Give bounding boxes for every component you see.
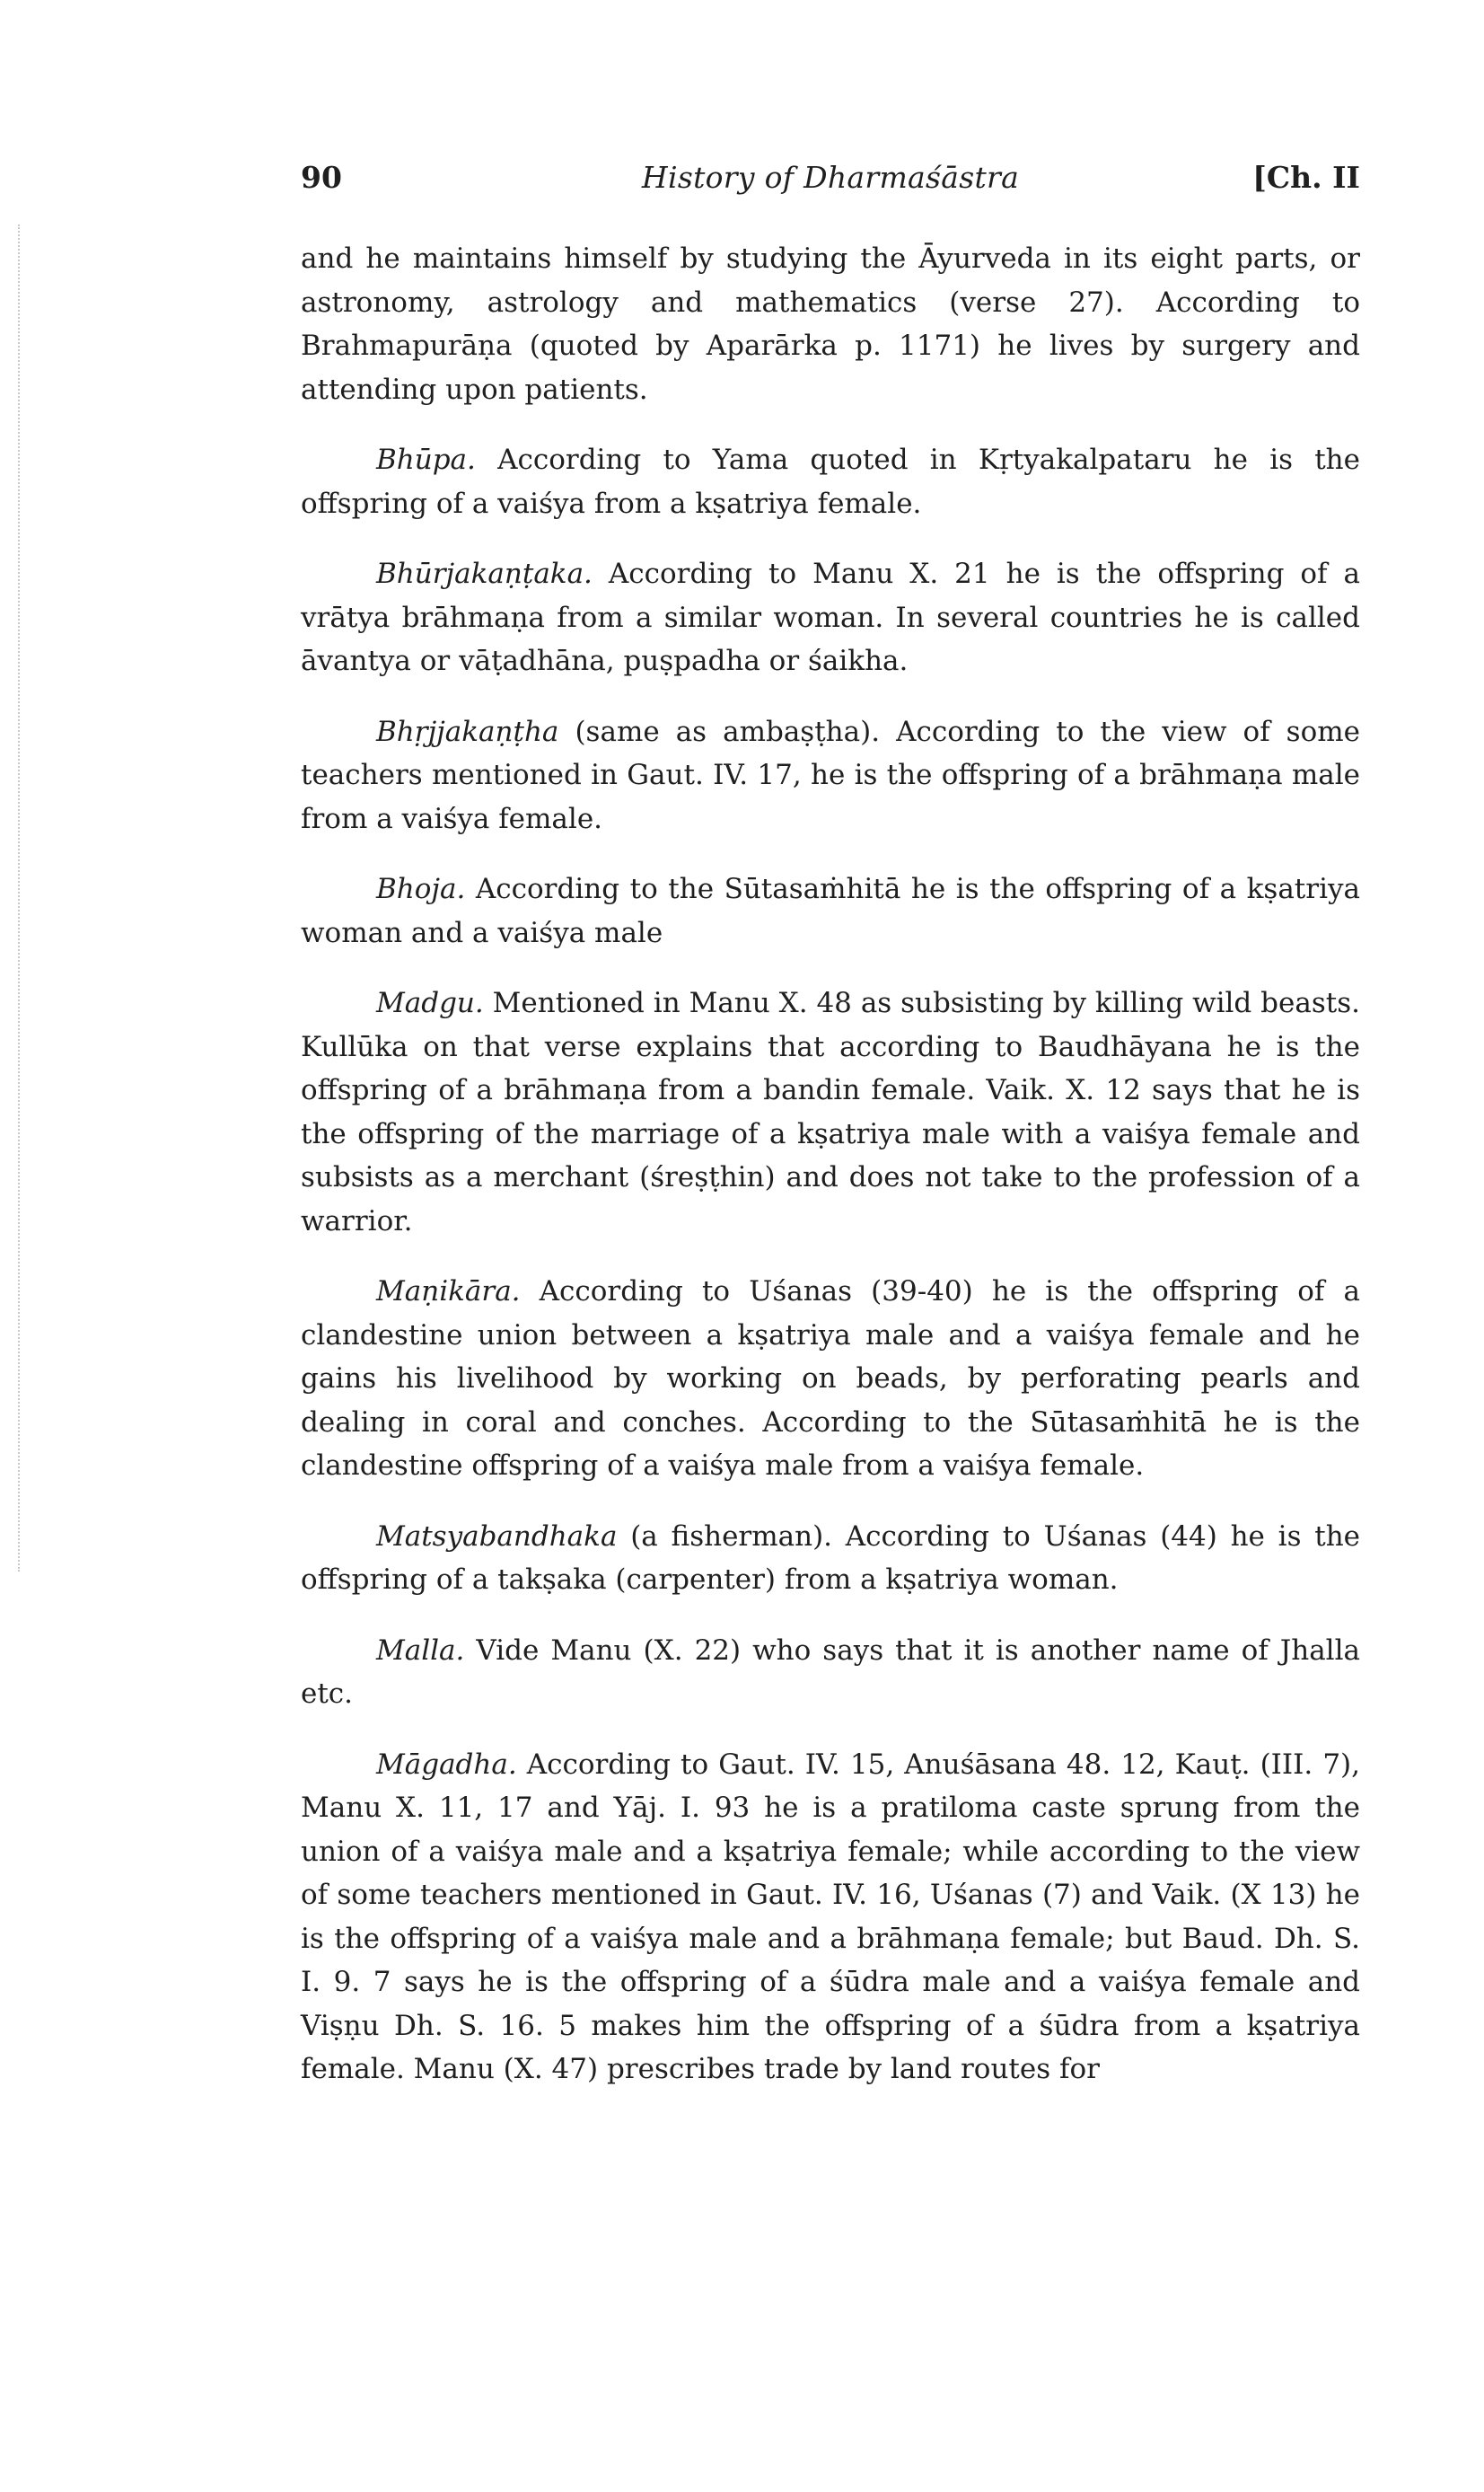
chapter-mark: [Ch. II: [1252, 160, 1360, 195]
entry-matsyabandhaka: [301, 1515, 1360, 1602]
entry-bhupa: [301, 438, 1360, 525]
paragraph-continuation: [301, 237, 1360, 411]
entry-text: (a fisherman). According to Uśanas (44) he is the offspring of a takṣaka (carpenter) from a kṣatriya woman.: [301, 1519, 1361, 1596]
page-number: 90: [301, 160, 342, 195]
entry-text: According to Gaut. IV. 15, Anuśāsana 48. 12, Kauṭ. (III. 7), Manu X. 11, 17 and Yāj. I. 93 he is a pratiloma caste sprung from the union of a vaiśya male and a kṣatriya female; while according to the view of some teachers mentioned in Gaut. IV. 16, Uśanas (7) and Vaik. (X 13) he is the offspring of a vaiśya male and a brāhmaṇa female; but Baud. Dh. S. I. 9. 7 says he is the offspring of a śūdra male and a vaiśya female and Viṣṇu Dh. S. 16. 5 makes him the offspring of a śūdra from a kṣatriya female. Manu (X. 47) prescribes trade by land routes for: [301, 1748, 1361, 2085]
entry-text: According to Yama quoted in Kṛtyakalpataru he is the offspring of a vaiśya from a kṣatriya female.: [301, 444, 1360, 520]
entry-bhurjakantaka: [301, 552, 1360, 683]
entry-bhoja: [301, 867, 1360, 955]
entry-term: Malla.: [376, 1633, 465, 1667]
entry-text: Mentioned in Manu X. 48 as subsisting by killing wild beasts. Kullūka on that verse explains that according to Baudhāyana he is the offspring of a brāhmaṇa from a bandin female. Vaik. X. 12 says that he is the offspring of the marriage of a kṣatriya male with a vaiśya female and subsists as a merchant (śreṣṭhin) and does not take to the profession of a warrior.: [301, 987, 1360, 1237]
entry-term: Bhūpa.: [376, 444, 476, 476]
scan-margin-rule: [18, 225, 22, 1572]
entry-term: Madgu.: [376, 987, 484, 1019]
entry-madgu: [301, 982, 1360, 1243]
entry-term: Māgadha.: [376, 1748, 517, 1781]
book-page: [301, 135, 1360, 2434]
entry-text: (same as ambaṣṭha). According to the view of some teachers mentioned in Gaut. IV. 17, he is the offspring of a brāhmaṇa male from a vaiśya female.: [301, 715, 1360, 835]
entry-text: Vide Manu (X. 22) who says that it is another name of Jhalla etc.: [301, 1633, 1360, 1710]
entry-magadha: [301, 1743, 1360, 2091]
entry-bhrjjakantha: [301, 710, 1360, 841]
entry-manikara: [301, 1270, 1360, 1488]
running-title: History of Dharmaśāstra: [641, 160, 1020, 195]
running-head: [301, 135, 1360, 212]
entry-term: Bhṛjjakaṇṭha: [376, 715, 559, 748]
entry-term: Bhūrjakaṇṭaka.: [376, 558, 593, 590]
body-text: [301, 212, 1360, 2091]
entry-text: According to the Sūtasaṁhitā he is the offspring of a kṣatriya woman and a vaiśya male: [301, 873, 1360, 949]
entry-term: Maṇikāra.: [376, 1275, 521, 1308]
entry-malla: [301, 1629, 1360, 1716]
paragraph-text: and he maintains himself by studying the Āyurveda in its eight parts, or astronomy, astrology and mathematics (verse 27). According to Brahmapurāṇa (quoted by Aparārka p. 1171) he lives by surgery and attending upon patients.: [301, 242, 1360, 406]
entry-term: Matsyabandhaka: [376, 1519, 618, 1553]
entry-text: According to Uśanas (39-40) he is the offspring of a clandestine union between a kṣatriya male and a vaiśya female and he gains his livelihood by working on beads, by perforating pearls and dealing in coral and conches. According to the Sūtasaṁhitā he is the clandestine offspring of a vaiśya male from a vaiśya female.: [301, 1275, 1360, 1482]
entry-term: Bhoja.: [376, 873, 466, 905]
entry-text: According to Manu X. 21 he is the offspring of a vrātya brāhmaṇa from a similar woman. In several countries he is called āvantya or vāṭadhāna, puṣpadha or śaikha.: [301, 558, 1360, 677]
